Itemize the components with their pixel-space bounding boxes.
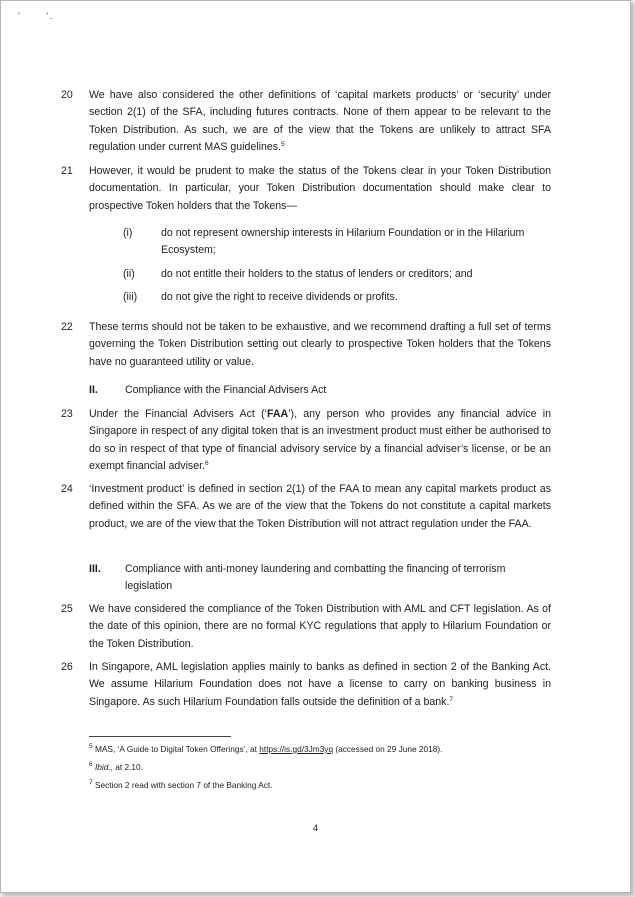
heading-text: Compliance with anti-money laundering and combatting the financing of terrorism legislation	[125, 563, 506, 593]
paragraph-22	[61, 319, 551, 371]
page-number: 4	[312, 823, 319, 834]
paragraph-number: 22	[61, 321, 73, 333]
sub-item-number: (iii)	[123, 291, 138, 303]
footnote-7	[89, 779, 273, 791]
mark-right: '.	[46, 11, 55, 21]
footnote-link[interactable]: https://is.gd/3Jm3yq	[259, 744, 334, 754]
paragraph-26	[61, 659, 551, 711]
sub-item-text: do not give the right to receive dividends or profits.	[161, 291, 398, 303]
heading-number: III.	[89, 563, 101, 575]
footnote-text: Section 2 read with section 7 of the Banking Act.	[94, 780, 273, 790]
paragraph-number: 25	[61, 603, 73, 615]
paragraph-text: However, it would be prudent to make the status of the Tokens clear in your Token Distribution documentation. In particular, your Token Distribution documentation should make clear to prospective Token holders that the Tokens—	[89, 165, 551, 212]
paragraph-text: Under the Financial Advisers Act (‘	[89, 408, 267, 420]
paragraph-text: In Singapore, AML legislation applies mainly to banks as defined in section 2 of the Banking Act. We assume Hilarium Foundation does not have a license to carry on banking business in Singapore. As such Hilarium Foundation falls outside the definition of a bank.	[89, 661, 551, 708]
footnote-text: (accessed on 29 June 2018).	[333, 744, 443, 754]
sub-item-text: do not entitle their holders to the status of lenders or creditors; and	[161, 268, 473, 280]
section-heading-iii	[89, 561, 549, 596]
paragraph-21	[61, 163, 551, 215]
paragraph-23	[61, 406, 551, 476]
paragraph-number: 20	[61, 89, 73, 101]
footnote-ref[interactable]: 6	[205, 460, 209, 468]
paragraph-24	[61, 481, 551, 533]
sub-item-i	[123, 225, 553, 260]
footnote-number: 6	[89, 761, 93, 768]
paragraph-text: These terms should not be taken to be exhaustive, and we recommend drafting a full set of terms governing the Token Distribution setting out clearly to prospective Token holders that the Tokens have no guaranteed utility or value.	[89, 321, 551, 368]
footnote-separator	[89, 736, 231, 737]
sub-item-ii	[123, 266, 553, 283]
footnote-number: 5	[89, 743, 93, 750]
paragraph-number: 23	[61, 408, 73, 420]
paragraph-text: We have considered the compliance of the Token Distribution with AML and CFT legislation. As of the date of this opinion, there are no formal KYC regulations that apply to Hilarium Foundation or the Token Distribution.	[89, 603, 551, 650]
paragraph-number: 26	[61, 661, 73, 673]
paragraph-text: ’), any person who provides any financial advice in Singapore in respect of any digital token that is an investment product must either be authorised to do so in respect of that type of financial advisory service by a financial adviser’s license, or be an exempt financial adviser.	[89, 408, 551, 473]
paragraph-25	[61, 601, 551, 653]
footnote-5	[89, 743, 442, 755]
mark-left: '	[18, 11, 22, 21]
paragraph-number: 24	[61, 483, 73, 495]
paragraph-text: ‘Investment product’ is defined in section 2(1) of the FAA to mean any capital markets product as defined within the SFA. As we are of the view that the Tokens do not constitute a capital markets product, we are of the view that the Token Distribution will not attract regulation under the FAA.	[89, 483, 551, 530]
footnote-number: 7	[89, 779, 93, 786]
sub-item-iii	[123, 289, 553, 306]
paragraph-20	[61, 87, 551, 157]
footnote-text: , at 2.10.	[110, 762, 143, 772]
heading-number: II.	[89, 384, 98, 396]
sub-item-text: do not represent ownership interests in Hilarium Foundation or in the Hilarium Ecosystem;	[161, 227, 525, 257]
paragraph-text: We have also considered the other definitions of ‘capital markets products’ or ‘security’ under section 2(1) of the SFA, including futures contracts. None of them appear to be relevant to the Token Distribution. As such, we are of the view that the Tokens are unlikely to attract SFA regulation under current MAS guidelines.	[89, 89, 551, 154]
footnote-ref[interactable]: 5	[280, 141, 285, 149]
sub-item-number: (ii)	[123, 268, 135, 280]
heading-text: Compliance with the Financial Advisers Act	[125, 384, 327, 396]
defined-term: FAA	[267, 408, 289, 420]
paragraph-number: 21	[61, 165, 73, 177]
footnote-italic: Ibid.	[94, 762, 111, 772]
section-heading-ii	[89, 382, 549, 399]
footnote-ref[interactable]: 7	[449, 695, 454, 703]
sub-item-number: (i)	[123, 227, 133, 239]
footnote-text: MAS, ‘A Guide to Digital Token Offerings’, at	[94, 744, 260, 754]
corner-marks	[18, 11, 74, 21]
footnote-6	[89, 761, 143, 773]
